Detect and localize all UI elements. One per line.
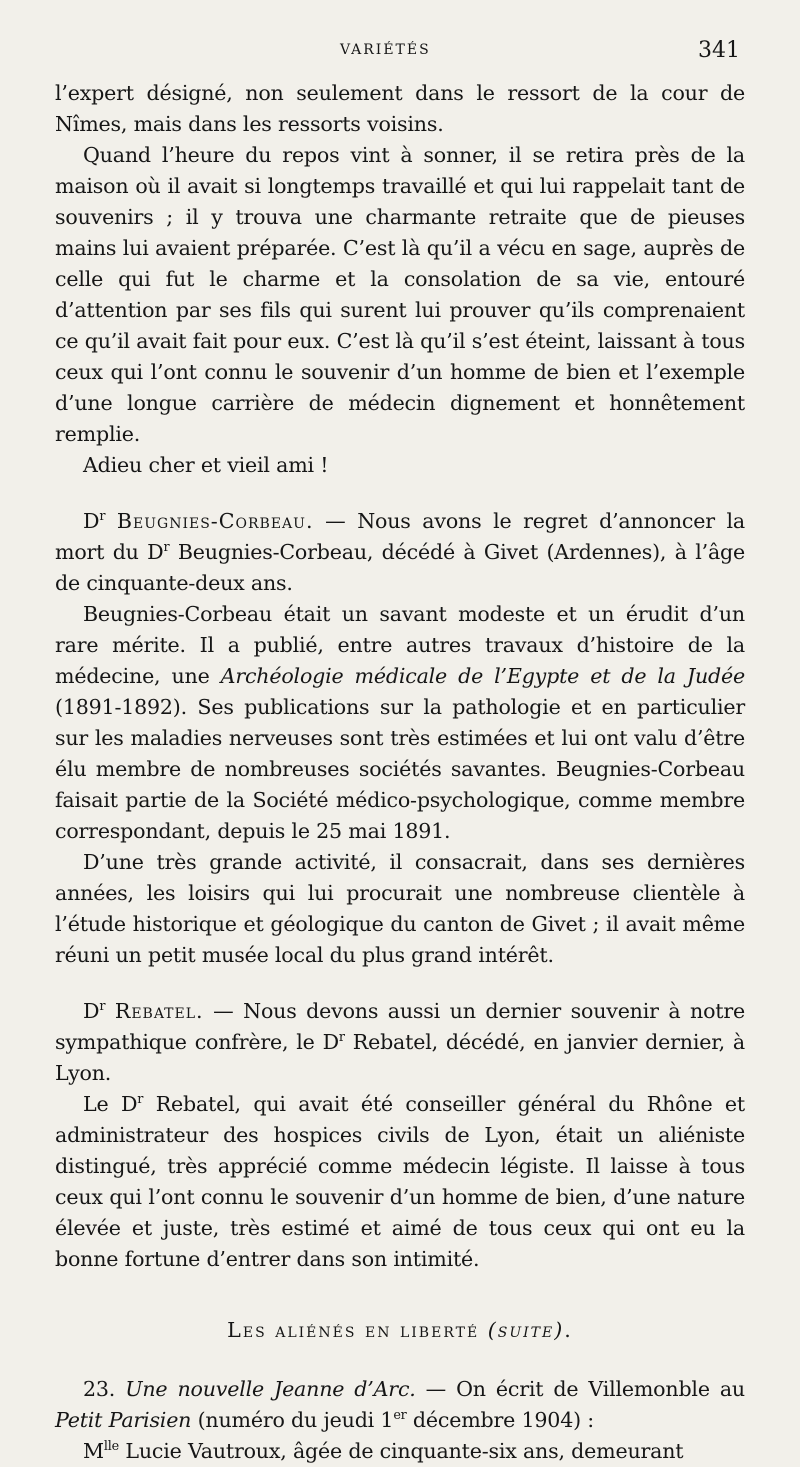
running-title: VARIÉTÉS <box>340 42 431 58</box>
case-23-paragraph: 23. Une nouvelle Jeanne d’Arc. — On écrit de Villemonble au Petit Parisien (numéro du jeudi 1er décembre 1904) : <box>55 1377 745 1432</box>
obituary-1-retirement-paragraph: Quand l’heure du repos vint à sonner, il se retira près de la maison où il avait si longtemps travaillé et qui lui rappelait tant de souvenirs ; il y trouva une charmante retraite que de pieuses mains lui avaient préparée. C’est là qu’il a vécu en sage, auprès de celle qui fut le charme et la consolation de sa vie, entouré d’attention par ses fils qui surent lui prouver qu’ils comprenaient ce qu’il avait fait pour eux. C’est là qu’il s’est éteint, laissant à tous ceux qui l’ont connu le souvenir d’un homme de bien et l’exemple d’une longue carrière de médecin dignement et honnêtement remplie. <box>55 143 745 446</box>
obituary-3-lead-paragraph: $D^r$ Rebatel. — Nous devons aussi un dernier souvenir à notre sympathique confrère, le $D^r$ Rebatel, décédé, en janvier dernier, à Lyon. <box>55 999 745 1085</box>
case-23-continuation: $M^{lle}$ Lucie Vautroux, âgée de cinquante-six ans, demeurant <box>83 1439 684 1463</box>
obituary-2-activity-paragraph: D’une très grande activité, il consacrait, dans ses dernières années, les loisirs qui lui procurait une nombreuse clientèle à l’étude historique et géologique du canton de Givet ; il avait même réuni un petit musée local du plus grand intérêt. <box>55 850 745 967</box>
book-title: Archéologie médicale de l’Egypte et de la Judée <box>220 664 745 688</box>
page-number: 341 <box>698 38 740 63</box>
body-text <box>55 78 745 1467</box>
obituary-2-heading: $D^r$ Beugnies-Corbeau. <box>83 509 314 533</box>
obituary-3-heading: $D^r$ Rebatel. <box>83 999 204 1023</box>
section-heading: Les aliénés en liberté (suite). <box>227 1318 573 1342</box>
obituary-1-continuation: l’expert désigné, non seulement dans le ressort de la cour de Nîmes, mais dans les ressorts voisins. <box>55 81 745 136</box>
obituary-3-career-paragraph: Le $D^r$ Rebatel, qui avait été conseiller général du Rhône et administrateur des hospices civils de Lyon, était un aliéniste distingué, très apprécié comme médecin légiste. Il laisse à tous ceux qui l’ont connu le souvenir d’un homme de bien, d’une nature élevée et juste, très estimé et aimé de tous ceux qui ont eu la bonne fortune d’entrer dans son intimité. <box>55 1092 745 1271</box>
case-23-title: Une nouvelle Jeanne d’Arc. <box>125 1377 416 1401</box>
obituary-2-lead-paragraph: $D^r$ Beugnies-Corbeau. — Nous avons le regret d’annoncer la mort du $D^r$ Beugnies-Corbeau, décédé à Givet (Ardennes), à l’âge de cinquante-deux ans. <box>55 509 746 595</box>
obituary-1-farewell: Adieu cher et vieil ami ! <box>83 453 329 477</box>
obituary-2-publications-paragraph: Beugnies-Corbeau était un savant modeste et un érudit d’un rare mérite. Il a publié, entre autres travaux d’histoire de la médecine, une Archéologie médicale de l’Egypte et de la Judée (1891-1892). Ses publications sur la pathologie et en particulier sur les maladies nerveuses sont très estimées et lui ont valu d’être élu membre de nombreuses sociétés savantes. Beugnies-Corbeau faisait partie de la Société médico-psychologique, comme membre correspondant, depuis le 25 mai 1891. <box>55 602 745 843</box>
running-head <box>0 38 800 68</box>
newspaper-title: Petit Parisien <box>55 1408 192 1432</box>
